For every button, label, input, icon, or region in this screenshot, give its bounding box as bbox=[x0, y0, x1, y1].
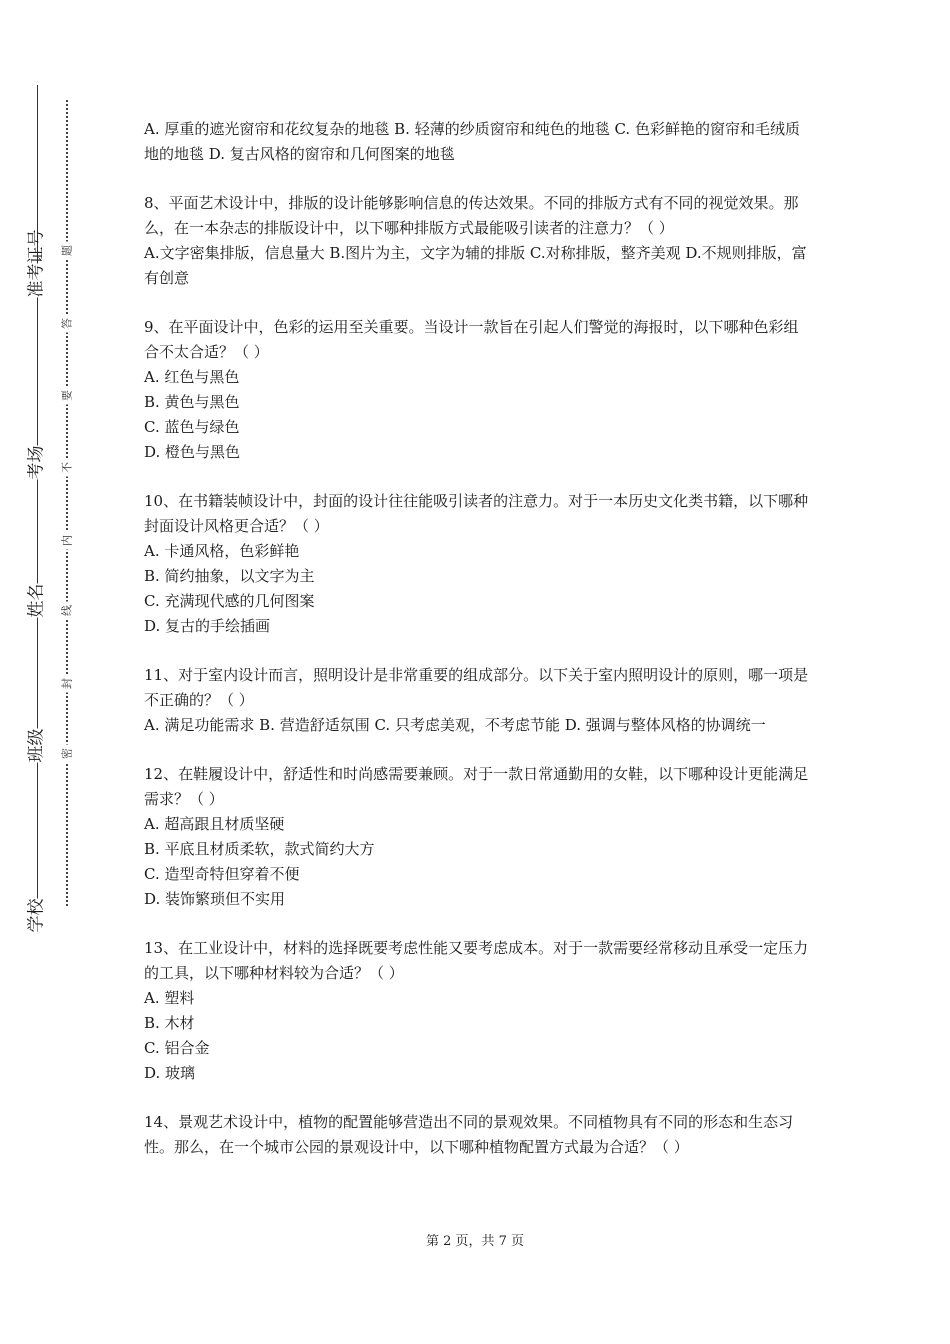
option-a: A. 红色与黑色 bbox=[144, 368, 240, 386]
options-text: A. 满足功能需求 B. 营造舒适氛围 C. 只考虑美观，不考虑节能 D. 强调与整体风格的协调统一 bbox=[144, 716, 766, 734]
option-b: B. 黄色与黑色 bbox=[144, 393, 240, 411]
question-13 bbox=[144, 936, 812, 1086]
question-stem: 11、对于室内设计而言，照明设计是非常重要的组成部分。以下关于室内照明设计的原则，哪一项是不正确的？（ ） bbox=[144, 666, 809, 709]
question-stem: 14、景观艺术设计中，植物的配置能够营造出不同的景观效果。不同植物具有不同的形态和生态习性。那么，在一个城市公园的景观设计中，以下哪种植物配置方式最为合适？（ ） bbox=[144, 1113, 794, 1156]
seal-char: 密 bbox=[62, 745, 73, 763]
option-d: D. 装饰繁琐但不实用 bbox=[144, 890, 286, 908]
question-14 bbox=[144, 1110, 812, 1160]
option-a: A. 超高跟且材质坚硬 bbox=[144, 815, 285, 833]
question-8 bbox=[144, 191, 812, 291]
option-b: B. 木材 bbox=[144, 1014, 195, 1032]
question-stem: 12、在鞋履设计中，舒适性和时尚感需要兼顾。对于一款日常通勤用的女鞋，以下哪种设计更能满足需求？（ ） bbox=[144, 765, 809, 808]
seal-char: 题 bbox=[62, 242, 73, 260]
seal-char: 内 bbox=[62, 532, 73, 550]
seal-char: 不 bbox=[62, 459, 73, 477]
seal-char: 封 bbox=[62, 675, 73, 693]
question-9 bbox=[144, 315, 812, 465]
binding-solid-line bbox=[37, 85, 38, 905]
seal-char: 要 bbox=[62, 387, 73, 405]
seal-dotted-line bbox=[66, 100, 68, 906]
exam-number-label: 准考证号 bbox=[26, 229, 47, 298]
question-stem: 10、在书籍装帧设计中，封面的设计往往能吸引读者的注意力。对于一本历史文化类书籍，以下哪种封面设计风格更合适？（ ） bbox=[144, 492, 809, 535]
question-stem: 13、在工业设计中，材料的选择既要考虑性能又要考虑成本。对于一款需要经常移动且承受一定压力的工具，以下哪种材料较为合适？（ ） bbox=[144, 939, 809, 982]
name-label: 姓名 bbox=[26, 583, 47, 618]
option-b: B. 简约抽象，以文字为主 bbox=[144, 567, 315, 585]
question-stem: 9、在平面设计中，色彩的运用至关重要。当设计一款旨在引起人们警觉的海报时，以下哪种色彩组合不太合适？（ ） bbox=[144, 318, 799, 361]
question-11 bbox=[144, 663, 812, 738]
seal-char: 答 bbox=[62, 315, 73, 333]
question-stem: 8、平面艺术设计中，排版的设计能够影响信息的传达效果。不同的排版方式有不同的视觉效果。那么，在一本杂志的排版设计中，以下哪种排版方式最能吸引读者的注意力？（ ） bbox=[144, 194, 799, 237]
seal-char: 线 bbox=[62, 602, 73, 620]
school-label: 学校 bbox=[26, 898, 47, 933]
option-c: C. 造型奇特但穿着不便 bbox=[144, 865, 300, 883]
question-content bbox=[144, 117, 812, 1184]
option-a: A. 卡通风格，色彩鲜艳 bbox=[144, 542, 300, 560]
option-a: A. 塑料 bbox=[144, 989, 195, 1007]
question-10 bbox=[144, 489, 812, 639]
question-12 bbox=[144, 762, 812, 912]
page-footer: 第 2 页，共 7 页 bbox=[425, 1234, 525, 1249]
option-d: D. 橙色与黑色 bbox=[144, 443, 241, 461]
exam-room-label: 考场 bbox=[26, 445, 47, 480]
option-c: C. 蓝色与绿色 bbox=[144, 418, 240, 436]
options-text: A. 厚重的遮光窗帘和花纹复杂的地毯 B. 轻薄的纱质窗帘和纯色的地毯 C. 色彩鲜艳的窗帘和毛绒质地的地毯 D. 复古风格的窗帘和几何图案的地毯 bbox=[144, 120, 800, 163]
option-d: D. 玻璃 bbox=[144, 1064, 196, 1082]
option-c: C. 铝合金 bbox=[144, 1039, 210, 1057]
binding-margin bbox=[0, 0, 110, 1344]
class-label: 班级 bbox=[26, 728, 47, 763]
option-c: C. 充满现代感的几何图案 bbox=[144, 592, 315, 610]
option-d: D. 复古的手绘插画 bbox=[144, 617, 271, 635]
options-text: A.文字密集排版，信息量大 B.图片为主，文字为辅的排版 C.对称排版，整齐美观 D.不规则排版，富有创意 bbox=[144, 244, 807, 287]
option-b: B. 平底且材质柔软，款式简约大方 bbox=[144, 840, 375, 858]
question-7-options-carryover bbox=[144, 117, 812, 167]
